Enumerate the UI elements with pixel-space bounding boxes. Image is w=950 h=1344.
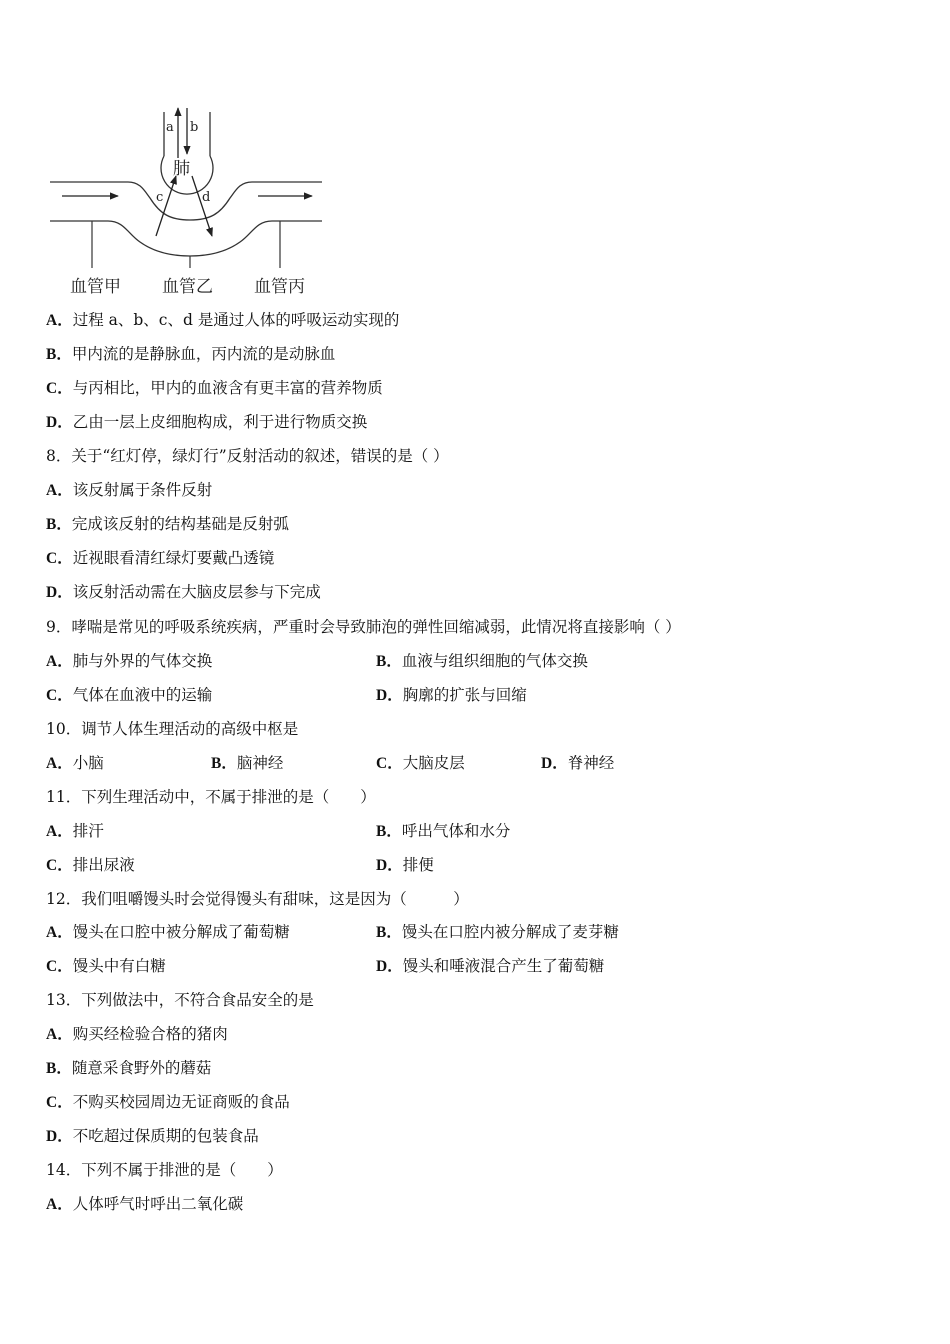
q13-option-a: A．购买经检验合格的猪肉 [46,1025,228,1043]
q14-option-a: A．人体呼气时呼出二氧化碳 [46,1195,244,1213]
q8-option-c: C．近视眼看清红绿灯要戴凸透镜 [46,549,275,567]
q11-option-a: A．排汗 [46,822,104,840]
q9-stem: 9．哮喘是常见的呼吸系统疾病，严重时会导致肺泡的弹性回缩减弱，此情况将直接影响（ ） [46,618,681,636]
q8-option-d: D．该反射活动需在大脑皮层参与下完成 [46,583,321,601]
q7-option-c: C．与丙相比，甲内的血液含有更丰富的营养物质 [46,379,383,397]
arrow-label-a: a [166,120,174,135]
arrow-label-c: c [156,190,164,205]
q11-option-c: C．排出尿液 [46,856,135,874]
q10-stem: 10．调节人体生理活动的高级中枢是 [46,720,299,738]
q13-option-d: D．不吃超过保质期的包装食品 [46,1127,259,1145]
q7-option-d: D．乙由一层上皮细胞构成，利于进行物质交换 [46,413,368,431]
lung-blood-vessel-diagram [40,98,340,303]
q9-option-d: D．胸廓的扩张与回缩 [376,686,527,704]
arrow-label-d: d [202,190,211,205]
q14-stem: 14．下列不属于排泄的是（ ） [46,1161,283,1179]
q13-option-c: C．不购买校园周边无证商贩的食品 [46,1093,290,1111]
arrow-label-b: b [190,120,199,135]
q12-option-c: C．馒头中有白糖 [46,957,166,975]
vessel-label-bing: 血管丙 [254,277,305,297]
q13-stem: 13．下列做法中，不符合食品安全的是 [46,991,314,1009]
arrow-d [192,176,212,236]
q12-option-b: B．馒头在口腔内被分解成了麦芽糖 [376,923,619,941]
q8-option-a: A．该反射属于条件反射 [46,481,213,499]
q13-option-b: B．随意采食野外的蘑菇 [46,1059,212,1077]
q9-option-c: C．气体在血液中的运输 [46,686,213,704]
q10-option-d: D．脊神经 [541,754,615,772]
q11-stem: 11．下列生理活动中，不属于排泄的是（ ） [46,788,376,806]
q8-stem: 8．关于“红灯停，绿灯行”反射活动的叙述，错误的是（ ） [46,447,449,465]
q10-option-c: C．大脑皮层 [376,754,465,772]
q12-option-d: D．馒头和唾液混合产生了葡萄糖 [376,957,605,975]
q12-stem: 12．我们咀嚼馒头时会觉得馒头有甜味，这是因为（ ） [46,890,469,908]
q11-option-b: B．呼出气体和水分 [376,822,511,840]
q10-option-a: A．小脑 [46,754,104,772]
arrow-c [156,176,176,236]
q7-option-b: B．甲内流的是静脉血，丙内流的是动脉血 [46,345,336,363]
q12-option-a: A．馒头在口腔中被分解成了葡萄糖 [46,923,290,941]
q7-option-a: A．过程 a、b、c、d 是通过人体的呼吸运动实现的 [46,311,400,329]
vessel-label-yi: 血管乙 [162,277,213,297]
q10-option-b: B．脑神经 [211,754,284,772]
lung-label: 肺 [173,159,190,179]
q8-option-b: B．完成该反射的结构基础是反射弧 [46,515,289,533]
q9-option-a: A．肺与外界的气体交换 [46,652,213,670]
vessel-label-jia: 血管甲 [70,277,121,297]
q11-option-d: D．排便 [376,856,434,874]
q9-option-b: B．血液与组织细胞的气体交换 [376,652,588,670]
